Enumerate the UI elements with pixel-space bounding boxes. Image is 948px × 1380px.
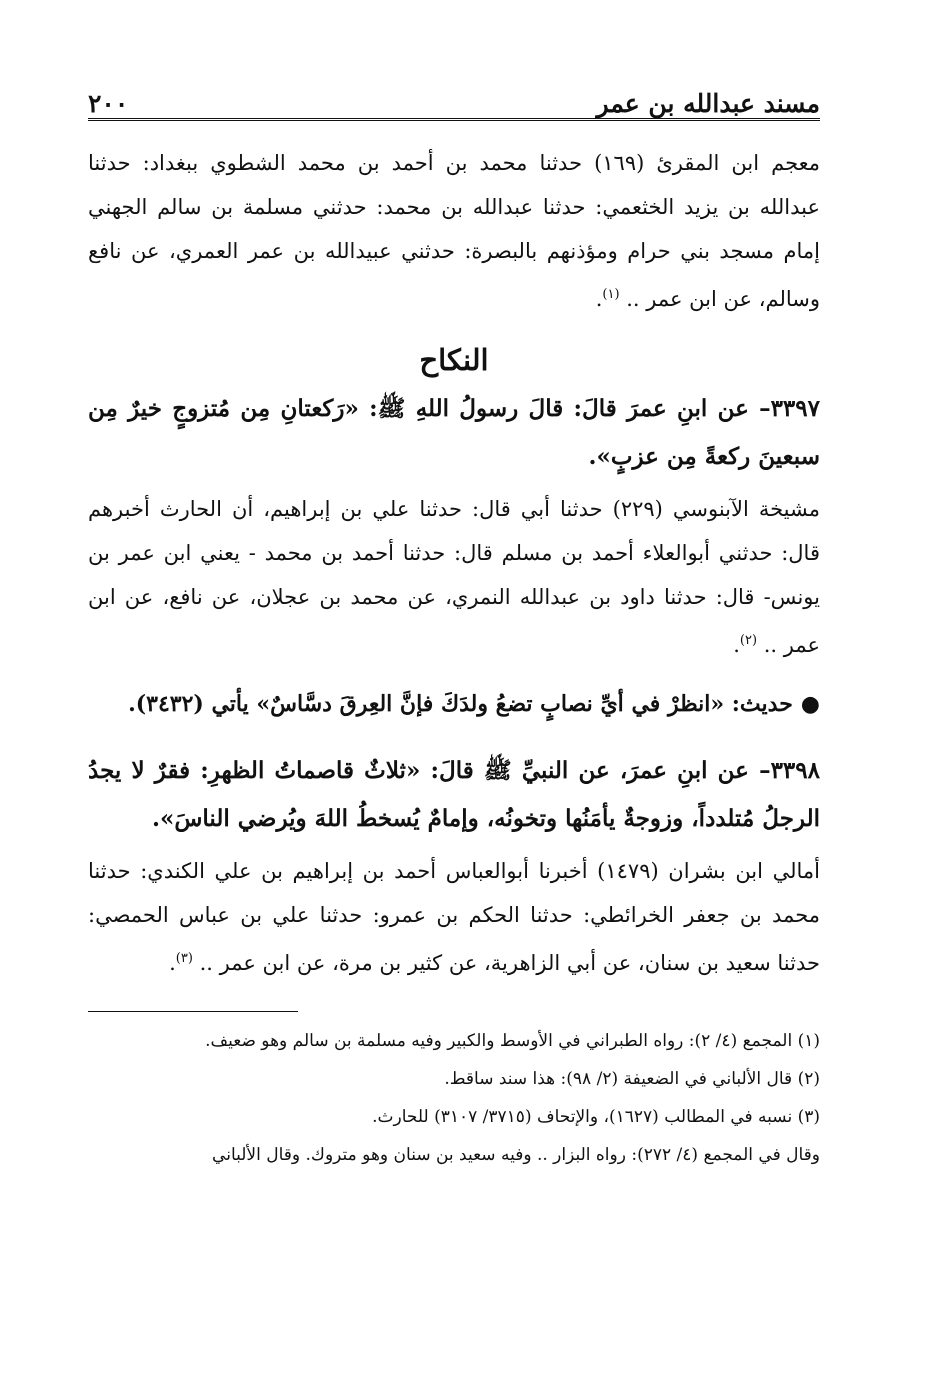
footnote-ref-3: (٣) — [175, 951, 193, 966]
running-title: مسند عبدالله بن عمر — [596, 89, 820, 118]
footnote-ref-2: (٢) — [739, 633, 758, 648]
source-text-3397: مشيخة الآبنوسي (٢٢٩) حدثنا أبي قال: حدثنا علي بن إبراهيم، أن الحارث أخبرهم قال: حدثني أبوالعلاء أحمد بن مسلم قال: حدثنا أحمد بن محمد - يعني ابن عمر بن يونس- قال: حدثنا داود بن عبدالله النمري، عن محمد بن عجلان، عن نافع، عن ابن عمر .. — [88, 497, 820, 657]
hadith-3398: ٣٣٩٨– عن ابنِ عمرَ، عن النبيِّ ﷺ قالَ: «ثلاثٌ قاصماتُ الظهرِ: فقرٌ لا يجدُ الرجلُ مُتلدداً، وزوجةٌ يأمَنُها وتخونُه، وإمامٌ يُسخطُ اللهَ ويُرضي الناسَ». — [88, 757, 820, 832]
book-page — [88, 82, 820, 1174]
page-header — [88, 82, 820, 121]
cross-reference-text: حديث: «انظرْ في أيِّ نصابٍ تضعُ ولدَكَ فإنَّ العِرقَ دسَّاسٌ» يأتي (٣٤٣٢). — [128, 691, 793, 717]
bullet-icon: ● — [800, 691, 820, 717]
footnote-2: (٢) قال الألباني في الضعيفة (٢/ ٩٨): هذا سند ساقط. — [444, 1069, 820, 1089]
footnote-divider — [88, 1011, 298, 1012]
intro-text: معجم ابن المقرئ (١٦٩) حدثنا محمد بن أحمد بن محمد الشطوي ببغداد: حدثنا عبدالله بن يزيد الخثعمي: حدثنا عبدالله بن محمد: حدثني مسلمة بن سالم الجهني إمام مسجد بني حرام ومؤذنهم بالبصرة: حدثني عبيدالله بن عمر العمري، عن نافع وسالم، عن ابن عمر .. — [88, 151, 820, 311]
cross-reference-line — [88, 681, 820, 727]
intro-paragraph — [88, 141, 820, 321]
footnote-3: (٣) نسبه في المطالب (١٦٢٧)، والإتحاف (٣٧١٥/ ٣١٠٧) للحارث. — [372, 1107, 820, 1127]
footnote-1: (١) المجمع (٤/ ٢): رواه الطبراني في الأوسط والكبير وفيه مسلمة بن سالم وهو ضعيف. — [205, 1031, 820, 1051]
source-paragraph-3398 — [88, 849, 820, 985]
section-title: النكاح — [419, 343, 489, 377]
hadith-3397: ٣٣٩٧– عن ابنِ عمرَ قالَ: قالَ رسولُ اللهِ ﷺ: «رَكعتانِ مِن مُتزوجٍ خيرٌ مِن سبعينَ ركعةً مِن عزبٍ». — [88, 395, 820, 470]
footnote-ref-1: (١) — [602, 287, 620, 302]
footnote-3-continued: وقال في المجمع (٤/ ٢٧٢): رواه البزار .. وفيه سعيد بن سنان وهو متروك. وقال الألباني — [212, 1145, 820, 1165]
page-number: ٢٠٠ — [88, 89, 129, 118]
source-end-3398: . — [169, 951, 176, 975]
intro-end: . — [595, 287, 603, 311]
source-paragraph-3397 — [88, 487, 820, 667]
source-end-3397: . — [733, 633, 740, 657]
source-text-3398: أمالي ابن بشران (١٤٧٩) أخبرنا أبوالعباس أحمد بن إبراهيم بن علي الكندي: حدثنا محمد بن جعفر الخرائطي: حدثنا الحكم بن عمرو: حدثنا علي بن عباس الحمصي: حدثنا سعيد بن سنان، عن أبي الزاهرية، عن كثير بن مرة، عن ابن عمر .. — [88, 859, 820, 975]
